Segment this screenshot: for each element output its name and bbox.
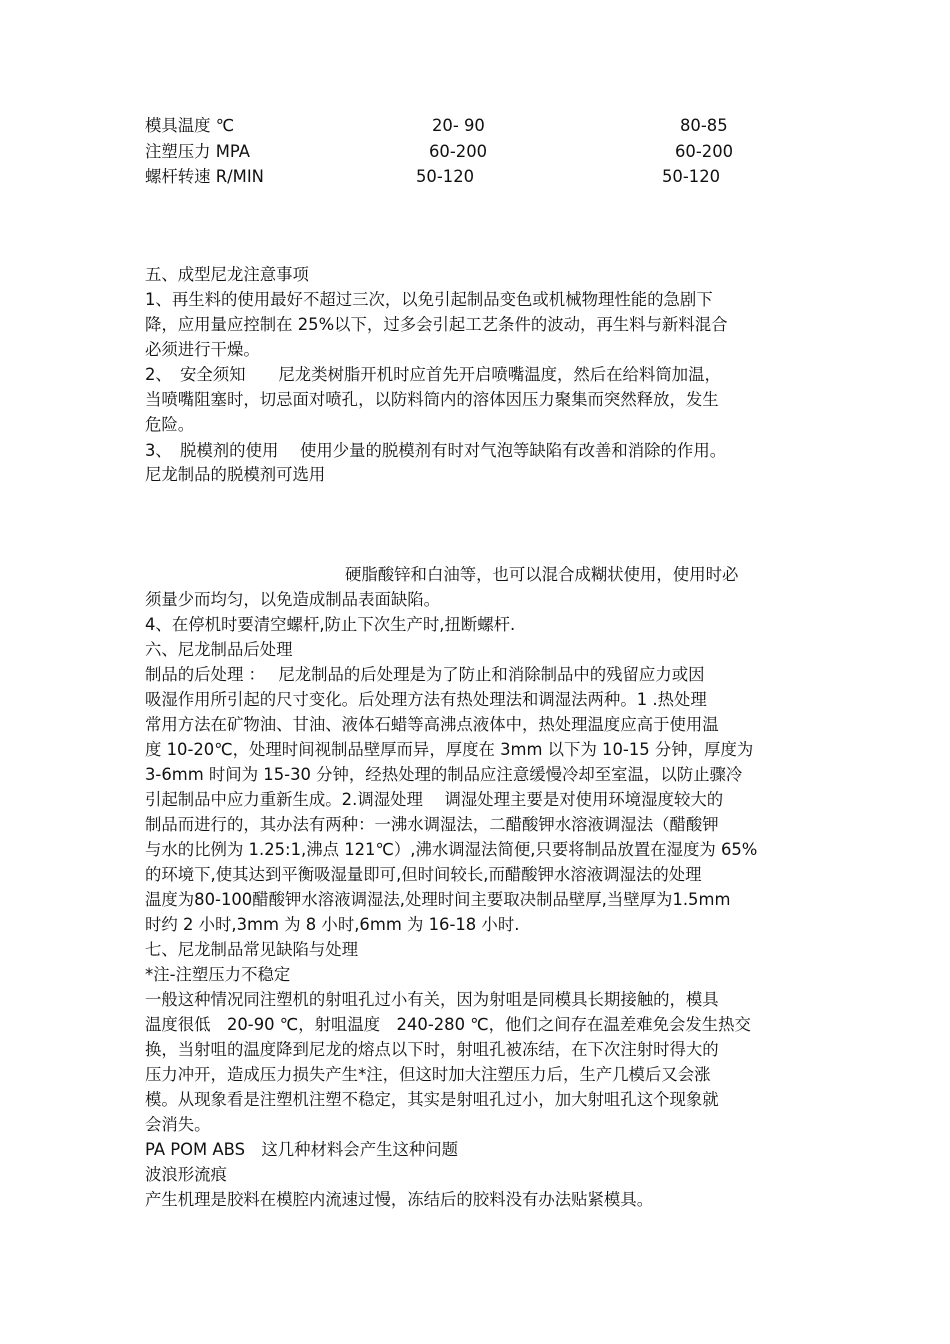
body-line: 2、 安全须知 尼龙类树脂开机时应首先开启喷嘴温度，然后在给料筒加温，: [145, 365, 721, 384]
body-line: 1、再生料的使用最好不超过三次，以免引起制品变色或机械物理性能的急剧下: [145, 290, 713, 309]
body-line: 与水的比例为 1.25:1,沸点 121℃）,沸水调湿法简便,只要将制品放置在湿度为 65%: [145, 840, 758, 859]
body-line: 常用方法在矿物油、甘油、液体石蜡等高沸点液体中，热处理温度应高于使用温: [145, 715, 719, 734]
body-line: 温度很低 20-90 ℃，射咀温度 240-280 ℃，他们之间存在温差难免会发生热交: [145, 1015, 751, 1034]
body-line: 会消失。: [145, 1115, 211, 1134]
body-line: 3-6mm 时间为 15-30 分钟，经热处理的制品应注意缓慢冷却至室温，以防止骤冷: [145, 765, 743, 784]
body-line: 4、在停机时要清空螺杆,防止下次生产时,扭断螺杆.: [145, 615, 516, 634]
body-line: 的环境下,使其达到平衡吸湿量即可,但时间较长,而醋酸钾水溶液调湿法的处理: [145, 865, 702, 884]
param-value-2: 60-200: [675, 142, 734, 161]
param-row-mold-temp: [145, 115, 805, 137]
body-line: 压力冲开，造成压力损失产生*注，但这时加大注塑压力后，生产几模后又会涨: [145, 1065, 711, 1084]
body-line: 吸湿作用所引起的尺寸变化。后处理方法有热处理法和调湿法两种。1 .热处理: [145, 690, 707, 709]
param-name: 注塑压力 MPA: [145, 142, 250, 161]
body-line: 尼龙制品的脱模剂可选用: [145, 465, 326, 484]
param-value-1: 20- 90: [432, 116, 485, 135]
body-line: 当喷嘴阻塞时，切忌面对喷孔，以防料筒内的溶体因压力聚集而突然释放，发生: [145, 390, 719, 409]
body-line: 必须进行干燥。: [145, 340, 260, 359]
body-line: 换，当射咀的温度降到尼龙的熔点以下时，射咀孔被冻结，在下次注射时得大的: [145, 1040, 719, 1059]
body-line: 制品而进行的，其办法有两种：一沸水调湿法，二醋酸钾水溶液调湿法（醋酸钾: [145, 815, 719, 834]
section-heading-6: 六、尼龙制品后处理: [145, 640, 293, 659]
section-heading-7: 七、尼龙制品常见缺陷与处理: [145, 940, 359, 959]
param-name: 螺杆转速 R/MIN: [145, 167, 264, 186]
param-name: 模具温度 ℃: [145, 116, 235, 135]
body-line: 一般这种情况同注塑机的射咀孔过小有关，因为射咀是同模具长期接触的，模具: [145, 990, 719, 1009]
body-line: 3、 脱模剂的使用 使用少量的脱模剂有时对气泡等缺陷有改善和消除的作用。: [145, 441, 727, 460]
body-line: 产生机理是胶料在模腔内流速过慢，冻结后的胶料没有办法贴紧模具。: [145, 1190, 654, 1209]
body-line: 制品的后处理 ： 尼龙制品的后处理是为了防止和消除制品中的残留应力或因: [145, 665, 705, 684]
body-line: 引起制品中应力重新生成。2.调湿处理 调湿处理主要是对使用环境湿度较大的: [145, 790, 724, 809]
body-line: 硬脂酸锌和白油等，也可以混合成糊状使用，使用时必: [345, 565, 739, 584]
body-line: 时约 2 小时,3mm 为 8 小时,6mm 为 16-18 小时.: [145, 915, 520, 934]
body-line: 温度为80-100醋酸钾水溶液调湿法,处理时间主要取决制品壁厚,当壁厚为1.5mm: [145, 890, 731, 909]
body-line: 须量少而均匀，以免造成制品表面缺陷。: [145, 590, 441, 609]
body-line: 度 10-20℃，处理时间视制品壁厚而异，厚度在 3mm 以下为 10-15 分钟，厚度为: [145, 740, 754, 759]
body-line: PA POM ABS 这几种材料会产生这种问题: [145, 1140, 459, 1159]
param-value-2: 80-85: [680, 116, 728, 135]
subheading: *注-注塑压力不稳定: [145, 965, 291, 984]
param-value-1: 50-120: [416, 167, 475, 186]
section-heading-5: 五、成型尼龙注意事项: [145, 265, 309, 284]
param-value-2: 50-120: [662, 167, 721, 186]
body-line: 模。从现象看是注塑机注塑不稳定，其实是射咀孔过小，加大射咀孔这个现象就: [145, 1090, 719, 1109]
param-row-screw-speed: [145, 166, 805, 188]
body-line: 危险。: [145, 415, 195, 434]
param-value-1: 60-200: [429, 142, 488, 161]
param-row-injection-pressure: [145, 141, 805, 163]
body-line: 降，应用量应控制在 25%以下，过多会引起工艺条件的波动，再生料与新料混合: [145, 315, 728, 334]
subheading: 波浪形流痕: [145, 1165, 227, 1184]
